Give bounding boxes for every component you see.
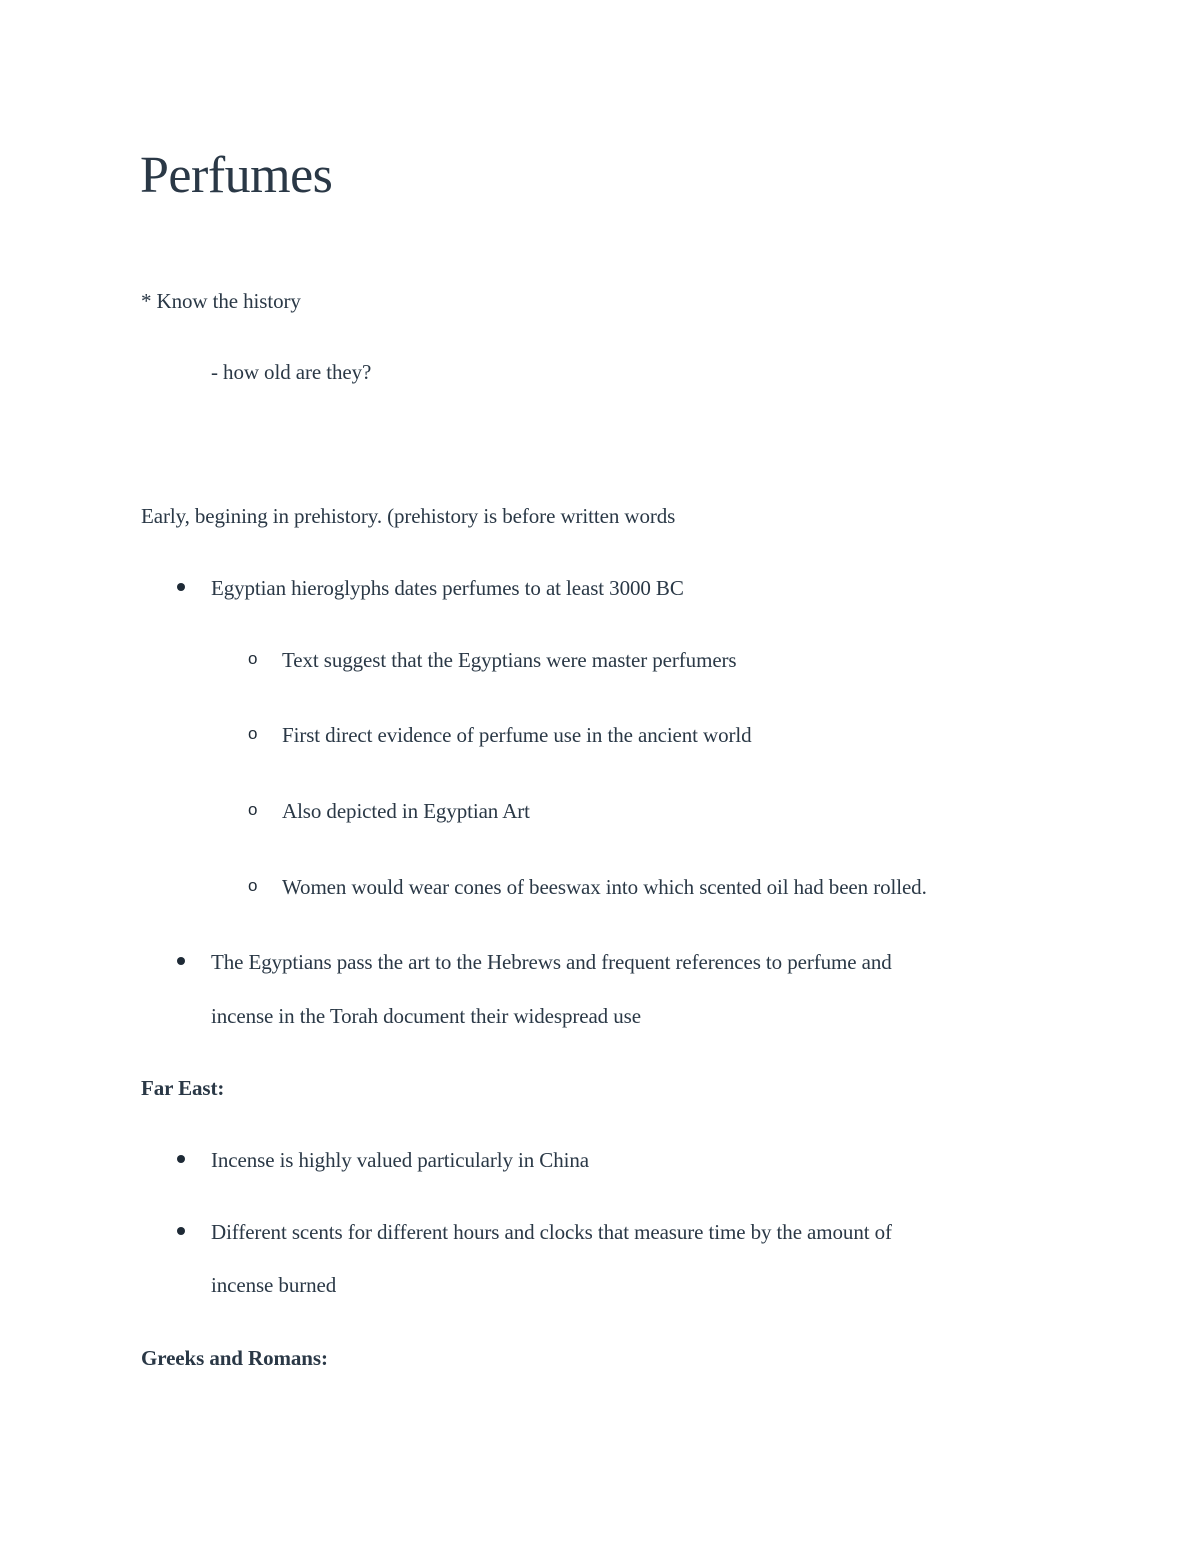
sub-list-item: Text suggest that the Egyptians were master perfumers bbox=[282, 648, 737, 672]
greeks-romans-heading: Greeks and Romans: bbox=[141, 1346, 328, 1370]
sub-bullet-marker: o bbox=[248, 876, 258, 895]
sub-bullet-marker: o bbox=[248, 724, 258, 743]
list-item: Different scents for different hours and clocks that measure time by the amount of bbox=[211, 1220, 892, 1244]
sub-bullet-marker: o bbox=[248, 649, 258, 668]
sub-list-item: Women would wear cones of beeswax into which scented oil had been rolled. bbox=[282, 875, 927, 899]
sub-bullet-marker: o bbox=[248, 800, 258, 819]
history-note: * Know the history bbox=[141, 289, 301, 313]
list-item: The Egyptians pass the art to the Hebrews and frequent references to perfume and bbox=[211, 950, 892, 974]
bullet-marker bbox=[177, 1227, 185, 1235]
bullet-marker bbox=[177, 957, 185, 965]
bullet-marker bbox=[177, 583, 185, 591]
age-question: - how old are they? bbox=[211, 360, 372, 384]
sub-list-item: Also depicted in Egyptian Art bbox=[282, 799, 530, 823]
list-item: Egyptian hieroglyphs dates perfumes to at least 3000 BC bbox=[211, 576, 684, 600]
list-item: Incense is highly valued particularly in China bbox=[211, 1148, 589, 1172]
early-lead-paragraph: Early, begining in prehistory. (prehistory is before written words bbox=[141, 504, 676, 528]
bullet-marker bbox=[177, 1155, 185, 1163]
far-east-heading: Far East: bbox=[141, 1076, 225, 1100]
list-item-continuation: incense in the Torah document their widespread use bbox=[211, 1004, 641, 1028]
sub-list-item: First direct evidence of perfume use in the ancient world bbox=[282, 723, 752, 747]
document-title: Perfumes bbox=[140, 147, 333, 204]
list-item-continuation: incense burned bbox=[211, 1273, 337, 1297]
